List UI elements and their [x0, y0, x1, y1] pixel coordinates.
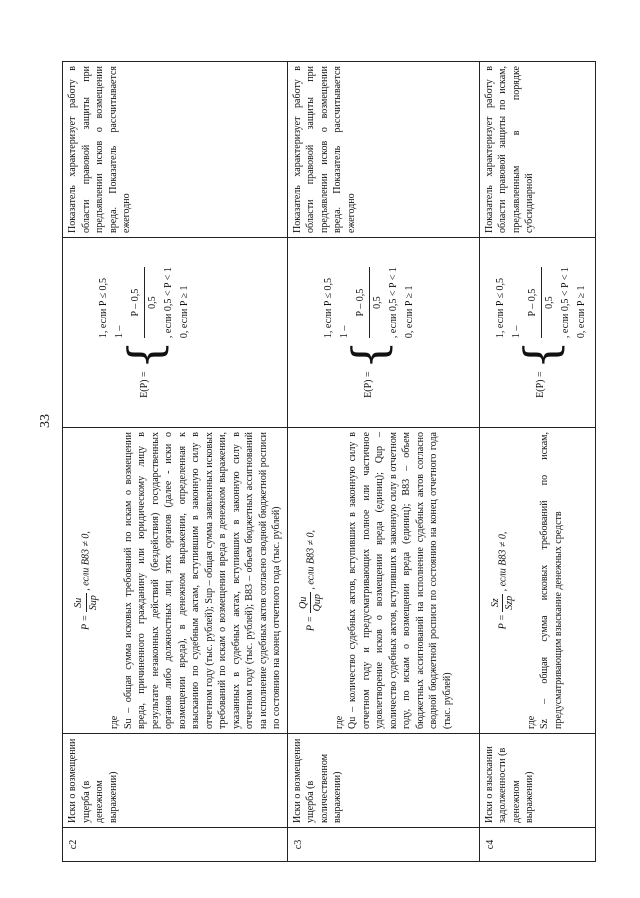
row-code: с2 [63, 828, 288, 862]
table-row [479, 62, 595, 862]
formula-description: Qu – количество судебных актов, вступивших в законную силу в отчетном году и предусматривающих полное или частичное удовлетворение исков о возмещении вреда (единиц); Qup – количество судебных актов, вступивших в законную силу в отчетном году, по искам о возмещении вреда (единиц); B83 – объем бюджетных ассигнований на исполнение судебных актов согласно сводной бюджетной росписи по состоянию на конец отчетного года (тыс. рублей) [347, 432, 453, 729]
evaluation-cell [63, 238, 288, 428]
formula: P = Su Sup , если B83 ≠ 0, [73, 531, 99, 630]
formula-description: Sz – общая сумма исковых требований по искам, предусматривающим взыскание денежных средств [539, 432, 564, 729]
formula-cell [479, 428, 595, 734]
evaluation-formula: E(P) = { 1, если P ≤ 0,5 1 – P – 0,5 0,5 , если 0,5 < P < 1 0, если P ≥ 1 [494, 267, 587, 398]
formula-description: Su – общая сумма исковых требований по искам о возмещении вреда, причиненного гражданину или юридическому лицу в результате незаконных действий (бездействия) государственных органов либо должностных лиц этих органов (далее - иски о возмещении вреда), в денежном выражении, определенная к взысканию по судебным актам, вступившим в законную силу в отчетном году (тыс. рублей); Sup – общая сумма заявленных исковых требований по искам о возмещении вреда в денежном выражении, указанных в судебных актах, вступивших в законную силу в отчетном году (тыс. рублей); B83 – объем бюджетных ассигнований на исполнение судебных актов согласно сводной бюджетной росписи по состоянию на конец отчетного года (тыс. рублей) [122, 432, 282, 729]
formula-numerator: Sz [489, 594, 504, 612]
indicator-name: Иски о возмещении ущерба (в денежном выражении) [63, 734, 288, 828]
indicator-table [62, 61, 596, 862]
where-label: где [333, 715, 345, 729]
row-code: с3 [287, 828, 479, 862]
formula-denominator: Sup [87, 595, 99, 611]
formula-denominator: Szp [504, 595, 515, 610]
table-row [63, 62, 288, 862]
evaluation-cell [287, 238, 479, 428]
where-label: где [109, 715, 120, 729]
comment-cell: Показатель характеризует работу в области правовой защиты по искам, предъявленным в порядке субсидиарной [479, 62, 595, 238]
row-code: с4 [479, 828, 595, 862]
formula-denominator: Qup [312, 594, 323, 612]
page-number: 33 [38, 414, 53, 428]
evaluation-cell [479, 238, 595, 428]
where-label: где [525, 715, 537, 729]
comment-cell: Показатель характеризует работу в области правовой защиты при предъявлении исков о возмещении вреда. Показатель рассчитывается ежегодно [287, 62, 479, 238]
formula: P = Qu Qup , если B83 ≠ 0, [297, 529, 323, 632]
formula-numerator: Su [72, 593, 87, 612]
formula-numerator: Qu [297, 592, 312, 613]
indicator-name: Иски о возмещении ущерба (в количественном выражении) [287, 734, 479, 828]
evaluation-formula: E(P) = { 1, если P ≤ 0,5 1 – P – 0,5 0,5 , если 0,5 < P < 1 0, если P ≥ 1 [98, 267, 190, 398]
rotated-table-container [62, 62, 587, 862]
formula-cell [287, 428, 479, 734]
formula: P = Sz Szp , если B83 ≠ 0, [489, 531, 515, 630]
indicator-name: Иски о взыскании задолженности (в денежном выражении) [479, 734, 595, 828]
comment-cell: Показатель характеризует работу в области правовой защиты при предъявлении исков о возмещении вреда. Показатель рассчитывается ежегодно [63, 62, 288, 238]
evaluation-formula: E(P) = { 1, если P ≤ 0,5 1 – P – 0,5 0,5 , если 0,5 < P < 1 0, если P ≥ 1 [322, 267, 415, 398]
table-row [287, 62, 479, 862]
formula-cell [63, 428, 288, 734]
